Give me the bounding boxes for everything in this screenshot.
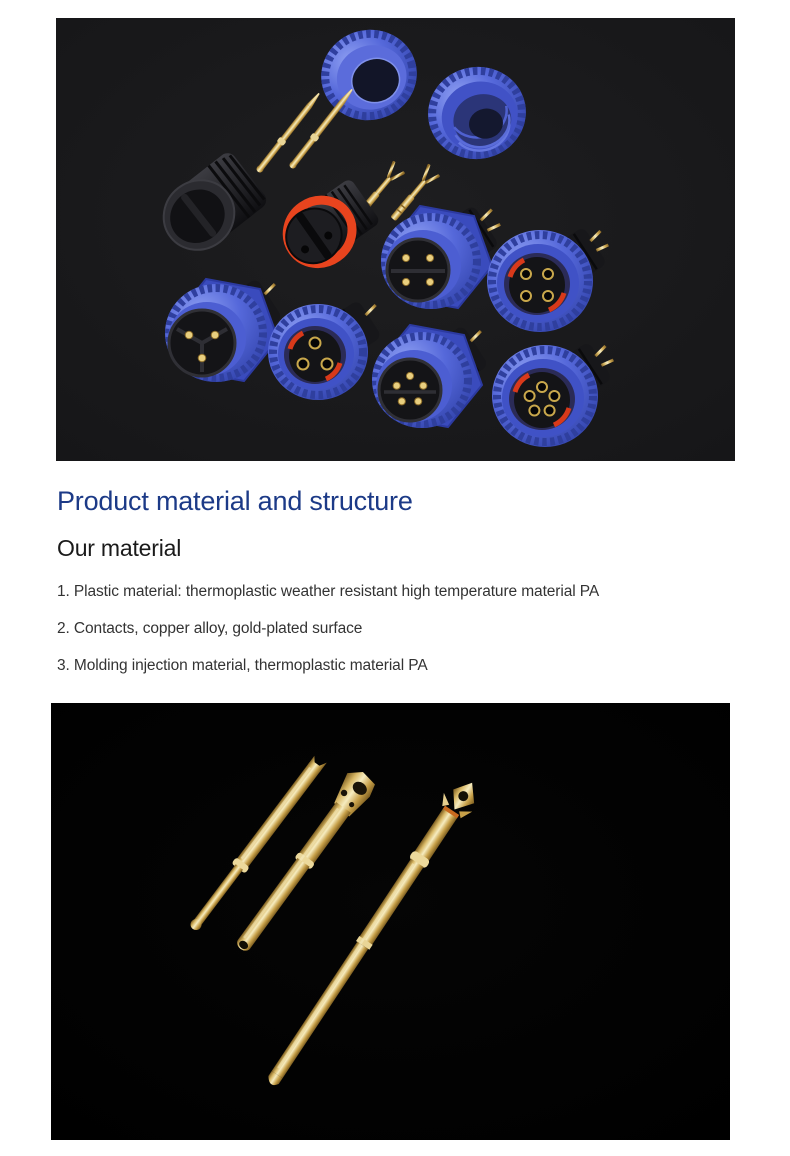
hero-image-connectors <box>56 18 735 461</box>
pins-background <box>51 703 730 1140</box>
subsection-heading: Our material <box>57 535 182 561</box>
pins-image-gold-contacts <box>51 703 730 1140</box>
material-item-1: 1. Plastic material: thermoplastic weather resistant high temperature material PA <box>57 583 600 600</box>
section-heading: Product material and structure <box>57 486 413 516</box>
material-item-2: 2. Contacts, copper alloy, gold-plated surface <box>57 620 363 637</box>
material-list <box>57 582 737 693</box>
material-item-3: 3. Molding injection material, thermoplastic material PA <box>57 657 428 674</box>
